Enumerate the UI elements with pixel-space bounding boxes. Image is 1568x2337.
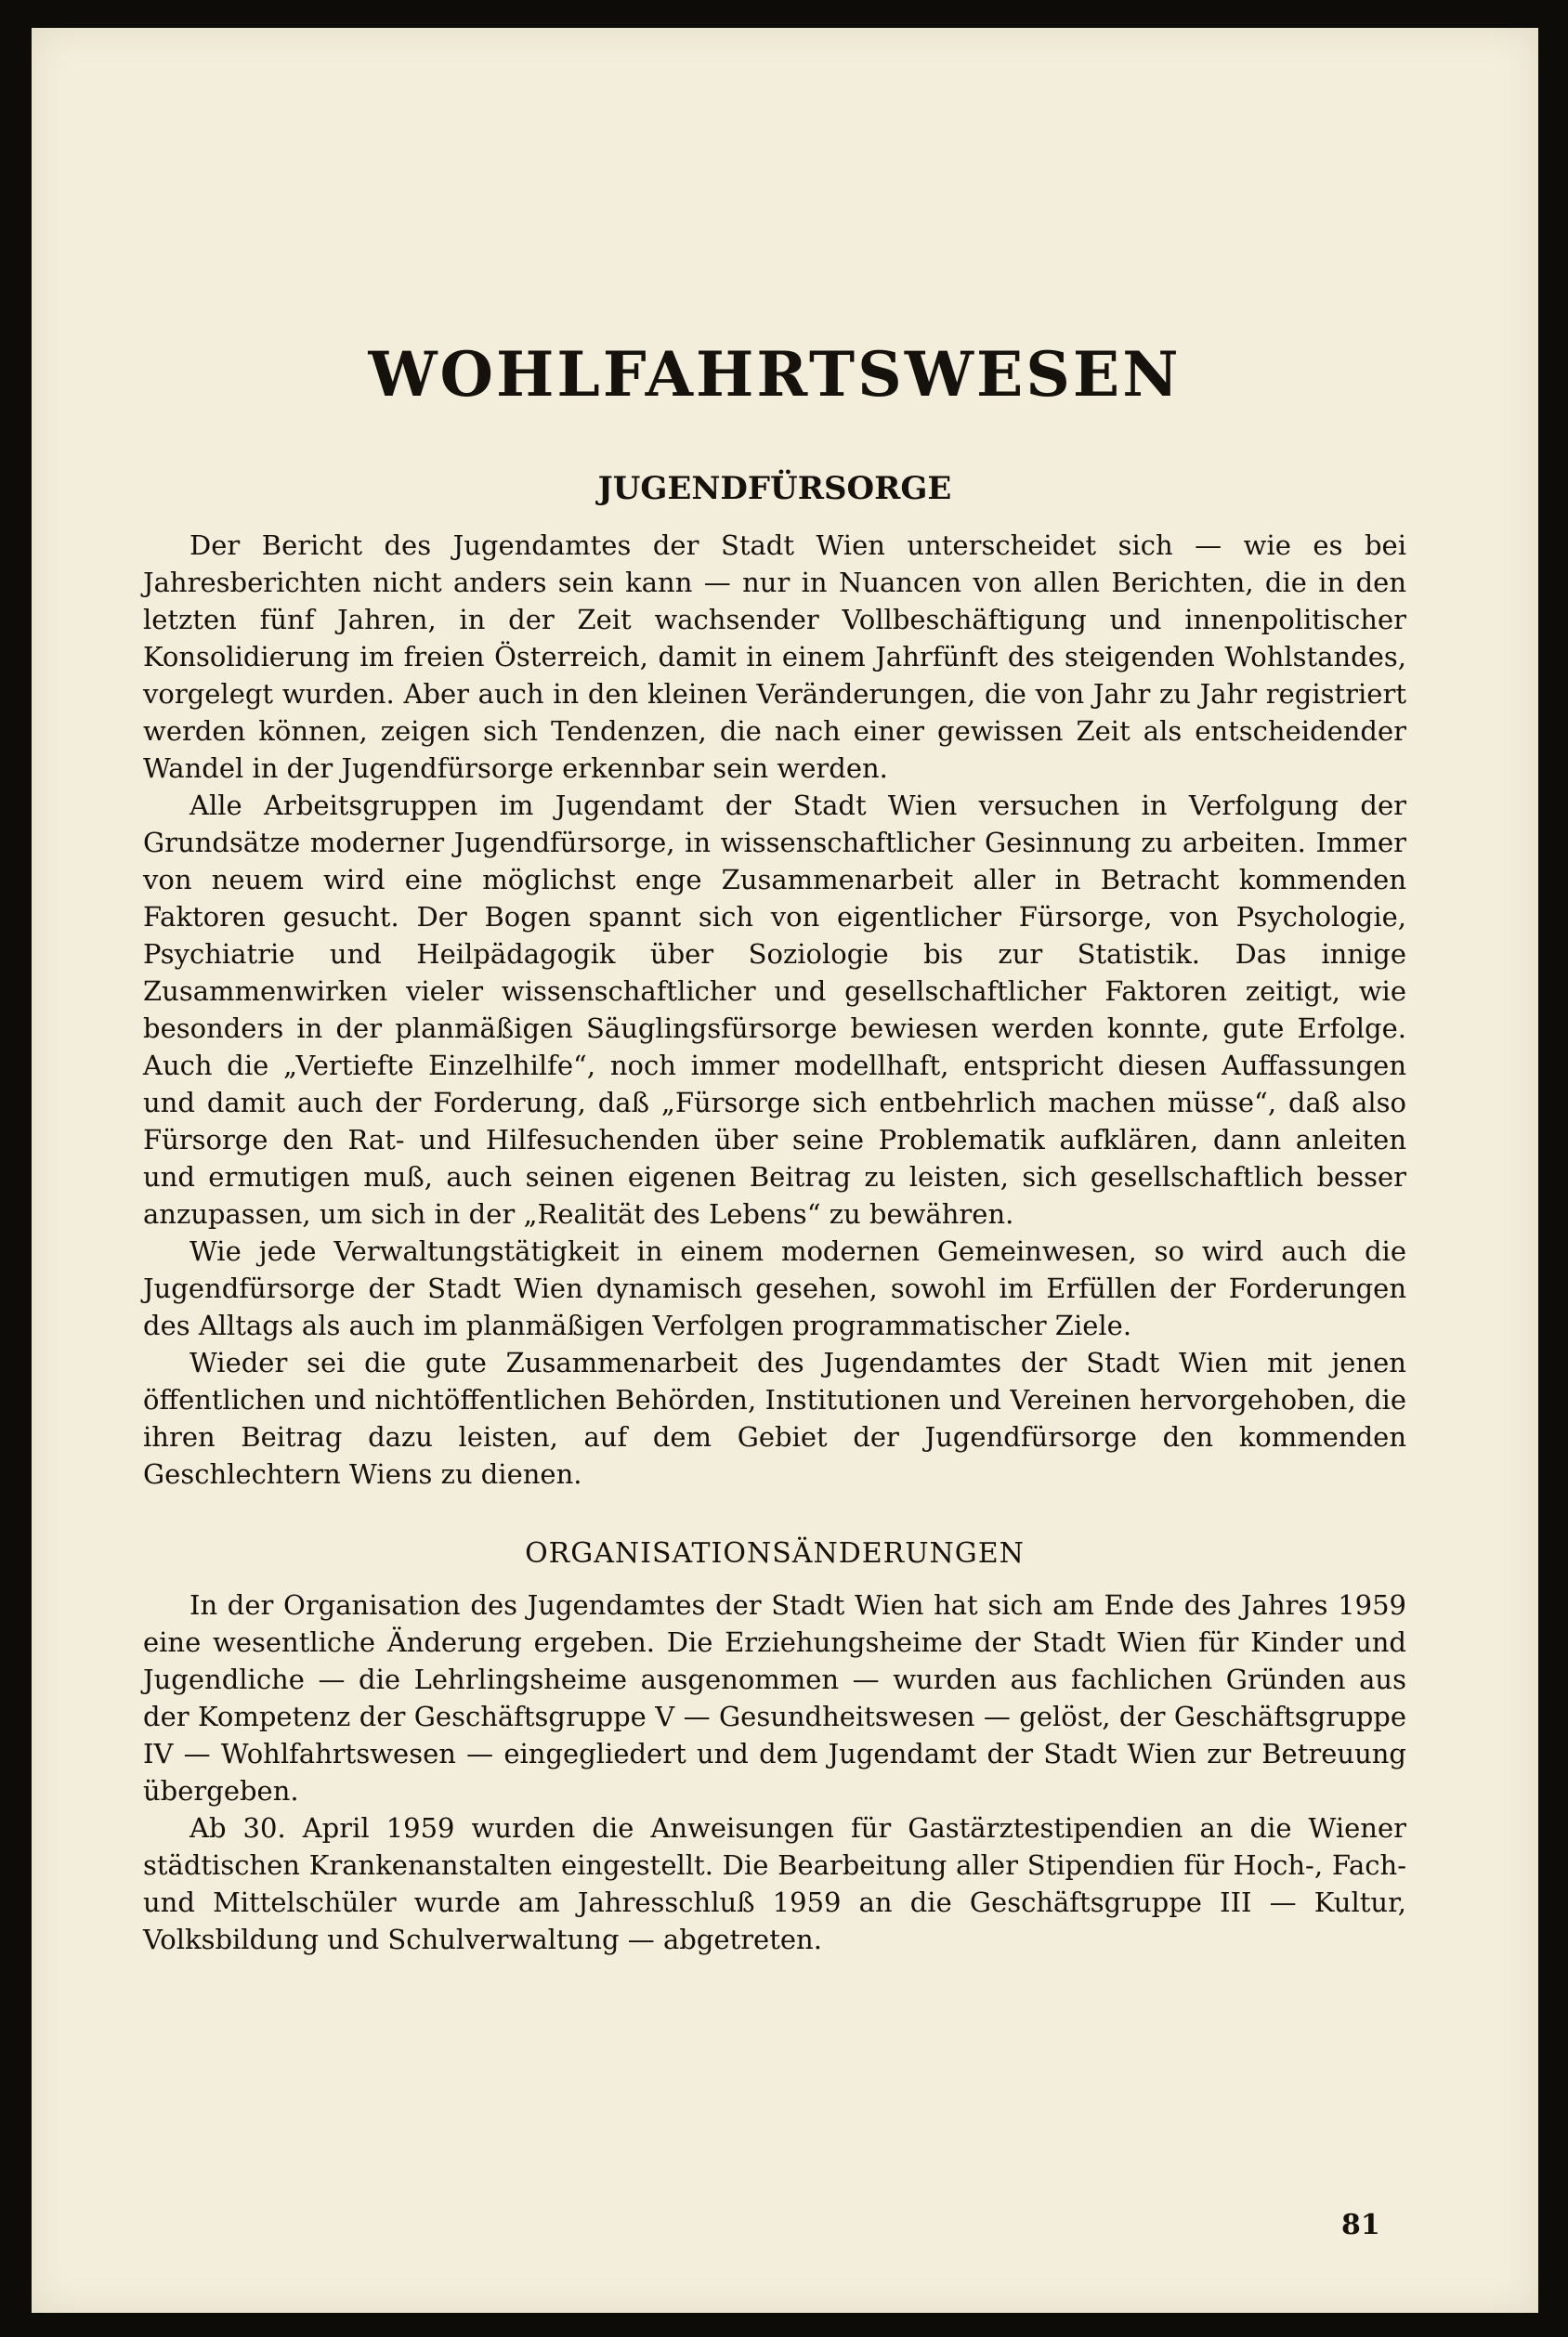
paragraph: In der Organisation des Jugendamtes der Stadt Wien hat sich am Ende des Jahres 1959 eine wesentliche Änderung ergeben. Die Erziehungsheime der Stadt Wien für Kinder und Jugendliche — die Lehrlingsheime ausgenommen — wurden aus fachlichen Gründen aus der Kompetenz der Geschäftsgruppe V — Gesundheitswesen — gelöst, der Geschäftsgruppe IV — Wohlfahrtswesen — eingegliedert und dem Jugendamt der Stadt Wien zur Betreuung übergeben.: [143, 1588, 1406, 1807]
page-title: WOHLFAHRTSWESEN: [368, 338, 1182, 411]
subsection-heading: ORGANISATIONSÄNDERUNGEN: [525, 1536, 1025, 1570]
paragraph: Wie jede Verwaltungstätigkeit in einem modernen Gemeinwesen, so wird auch die Jugendfürsorge der Stadt Wien dynamisch gesehen, sowohl im Erfüllen der Forderungen des Alltags als auch im planmäßigen Verfolgen programmatischer Ziele.: [143, 1234, 1406, 1341]
paragraph: Ab 30. April 1959 wurden die Anweisungen für Gastärztestipendien an die Wiener städtischen Krankenanstalten eingestellt. Die Bearbeitung aller Stipendien für Hoch-, Fach- und Mittelschüler wurde am Jahresschluß 1959 an die Geschäftsgruppe III — Kultur, Volksbildung und Schulverwaltung — abgetreten.: [143, 1811, 1406, 1955]
section-jugendfuersorge: [143, 470, 1406, 1493]
section-organisationsaenderungen: [143, 1537, 1406, 1958]
paragraph: Wieder sei die gute Zusammenarbeit des Jugendamtes der Stadt Wien mit jenen öffentlichen und nichtöffentlichen Behörden, Institutionen und Vereinen hervorgehoben, die ihren Beitrag dazu leisten, auf dem Gebiet der Jugendfürsorge den kommenden Geschlechtern Wiens zu dienen.: [143, 1346, 1406, 1490]
paragraph: Alle Arbeitsgruppen im Jugendamt der Stadt Wien versuchen in Verfolgung der Grundsätze moderner Jugendfürsorge, in wissenschaftlicher Gesinnung zu arbeiten. Immer von neuem wird eine möglichst enge Zusammenarbeit aller in Betracht kommenden Faktoren gesucht. Der Bogen spannt sich von eigentlicher Fürsorge, von Psychologie, Psychiatrie und Heilpädagogik über Soziologie bis zur Statistik. Das innige Zusammenwirken vieler wissenschaftlicher und gesellschaftlicher Faktoren zeitigt, wie besonders in der planmäßigen Säuglingsfürsorge bewiesen werden konnte, gute Erfolge. Auch die „Vertiefte Einzelhilfe“, noch immer modellhaft, entspricht diesen Auffassungen und damit auch der Forderung, daß „Fürsorge sich entbehrlich machen müsse“, daß also Fürsorge den Rat- und Hilfesuchenden über seine Problematik aufklären, dann anleiten und ermutigen muß, auch seinen eigenen Beitrag zu leisten, sich gesellschaftlich besser anzupassen, um sich in der „Realität des Lebens“ zu bewähren.: [143, 789, 1406, 1230]
page-number: 81: [1341, 2209, 1380, 2241]
document-body: [143, 338, 1406, 1958]
page: [32, 28, 1538, 2313]
section-heading: JUGENDFÜRSORGE: [597, 470, 952, 507]
paragraph: Der Bericht des Jugendamtes der Stadt Wien unterscheidet sich — wie es bei Jahresberichten nicht anders sein kann — nur in Nuancen von allen Berichten, die in den letzten fünf Jahren, in der Zeit wachsender Vollbeschäftigung und innenpolitischer Konsolidierung im freien Österreich, damit in einem Jahrfünft des steigenden Wohlstandes, vorgelegt wurden. Aber auch in den kleinen Veränderungen, die von Jahr zu Jahr registriert werden können, zeigen sich Tendenzen, die nach einer gewissen Zeit als entscheidender Wandel in der Jugendfürsorge erkennbar sein werden.: [143, 529, 1406, 784]
